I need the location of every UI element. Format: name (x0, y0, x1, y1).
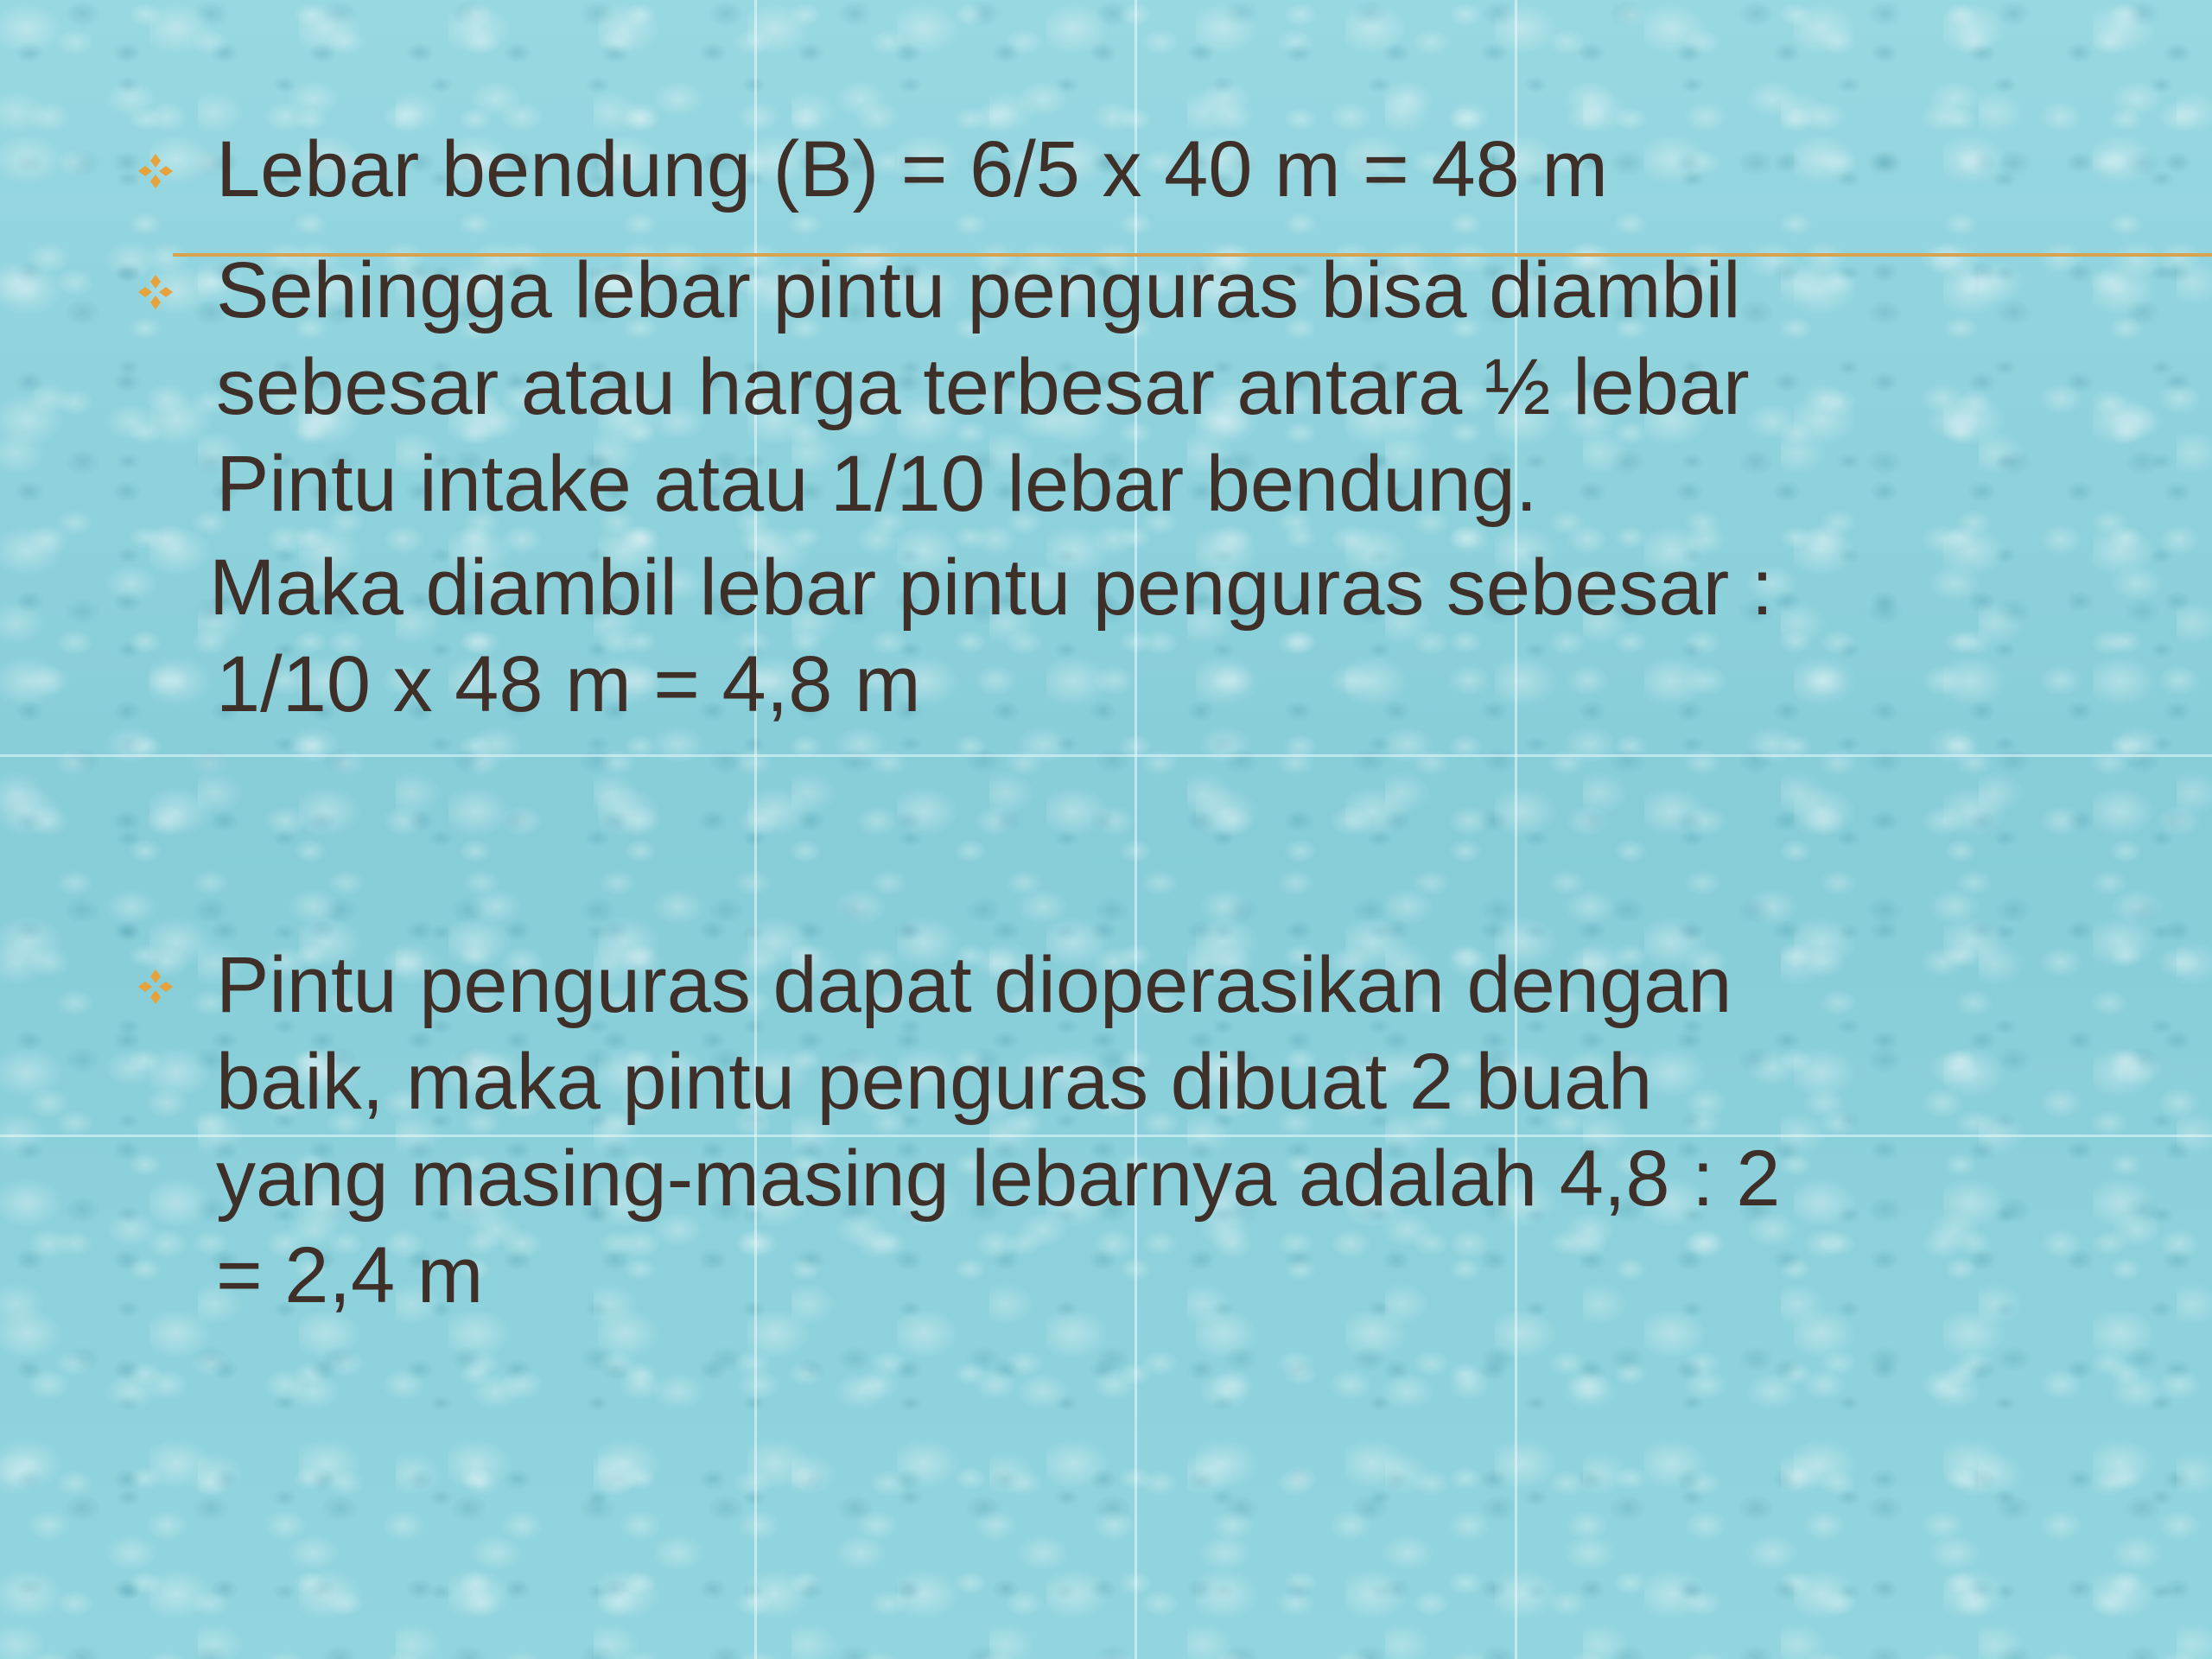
bullet-text-line: = 2,4 m (216, 1231, 484, 1319)
bullet-text-line: yang masing-masing lebarnya adalah 4,8 : 2 (216, 1135, 1781, 1223)
continuation-text-line: Maka diambil lebar pintu penguras sebesar : (209, 543, 1774, 632)
bullet-text-line: Sehingga lebar pintu penguras bisa diambil (216, 246, 1741, 334)
slide-body (130, 121, 2117, 1324)
four-diamond-bullet-icon (137, 273, 175, 311)
bullet-item-pintu-penguras (130, 937, 2117, 1324)
bullet-item-lebar-bendung (130, 121, 2117, 218)
bullet-text-line: Pintu intake atau 1/10 lebar bendung. (216, 440, 1538, 528)
bullet-text-line: baik, maka pintu penguras dibuat 2 buah (216, 1038, 1653, 1126)
four-diamond-bullet-icon (137, 152, 175, 190)
bullet-text-line: sebesar atau harga terbesar antara ½ lebar (216, 343, 1750, 431)
bullet-item-lebar-pintu (130, 242, 2117, 733)
bullet-text-line: Pintu penguras dapat dioperasikan dengan (216, 941, 1732, 1029)
continuation-text-line: 1/10 x 48 m = 4,8 m (216, 640, 921, 728)
bullet-text-line: Lebar bendung (B) = 6/5 x 40 m = 48 m (216, 125, 1608, 213)
four-diamond-bullet-icon (137, 968, 175, 1006)
